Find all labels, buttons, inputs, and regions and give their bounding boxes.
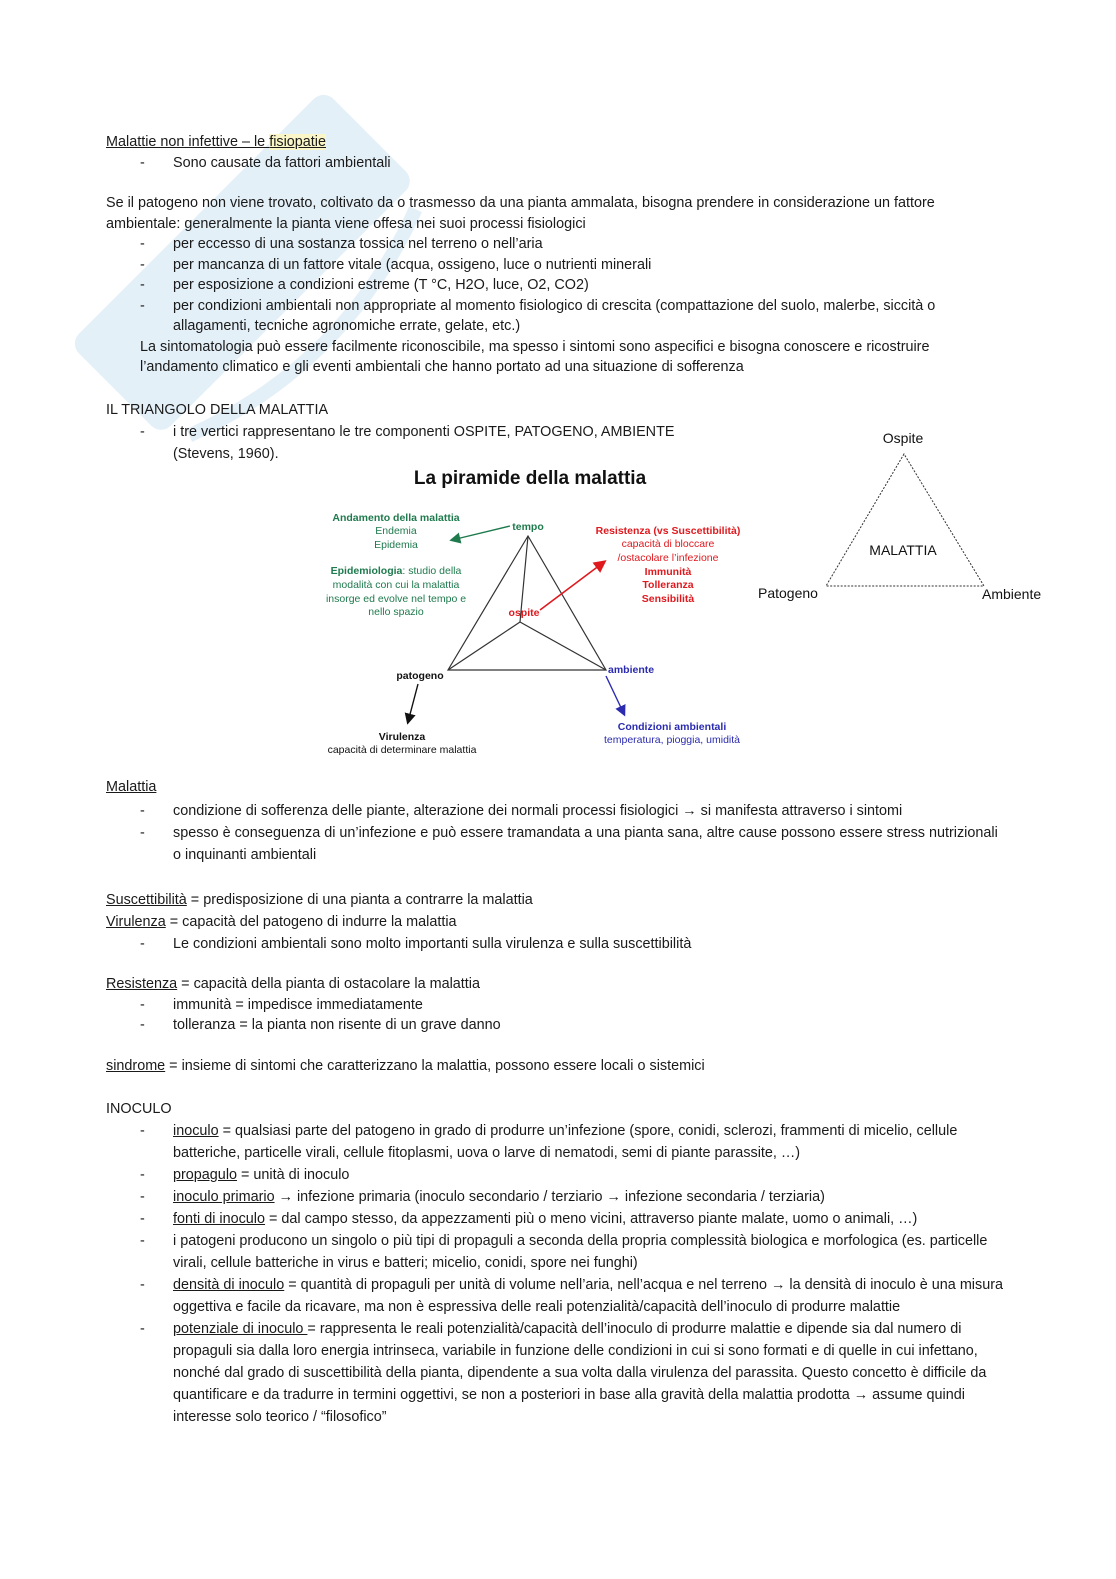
list-item: - inoculo primario → infezione primaria (inoculo secondario / terziario → infezione secondaria / terziaria) (106, 1186, 1006, 1208)
triangle-ospite: Ospite (882, 430, 924, 446)
list-item: - fonti di inoculo = dal campo stesso, da appezzamenti più o meno vicini, attraverso piante malate, uomo o animali, …) (106, 1208, 1006, 1230)
paragraph: Se il patogeno non viene trovato, coltivato da o trasmesso da una pianta ammalata, bisogna prendere in considerazione un fattore ambientale: generalmente la pianta viene offesa nei suoi processi fisiologici (106, 195, 935, 232)
triangle-center: MALATTIA (869, 542, 937, 558)
label-ambiente: ambiente (608, 664, 655, 676)
triangle-shape (826, 454, 984, 586)
triangle-ambiente: Ambiente (982, 586, 1042, 602)
section-fisiopatie (106, 132, 1006, 173)
triangle-patogeno: Patogeno (758, 585, 818, 601)
andamento-block (332, 512, 459, 551)
definition: sindrome = insieme di sintomi che caratterizzano la malattia, possono essere locali o sistemici (106, 1058, 705, 1074)
list-item: - condizione di sofferenza delle piante, alterazione dei normali processi fisiologici → si manifesta attraverso i sintomi (106, 800, 1006, 822)
svg-text:nello spazio: nello spazio (368, 606, 424, 618)
svg-text:Epidemia: Epidemia (374, 539, 418, 551)
pyramid-title: La piramide della malattia (413, 468, 647, 489)
svg-text:Andamento della malattia: Andamento della malattia (332, 512, 460, 524)
list-item: - propagulo = unità di inoculo (106, 1164, 1006, 1186)
section-fattore-ambientale (106, 193, 1006, 378)
definition: Virulenza = capacità del patogeno di indurre la malattia (106, 914, 457, 930)
arrow-patogeno (408, 684, 418, 722)
section-suscettibilita (106, 889, 1006, 955)
svg-text:Virulenza: Virulenza (378, 731, 426, 743)
arrow-tempo (452, 526, 510, 540)
section-title: Malattie non infettive – le fisiopatie (106, 134, 326, 150)
definition: Suscettibilità = predisposizione di una pianta a contrarre la malattia (106, 892, 533, 908)
section-title: Malattia (106, 779, 157, 795)
pyramid-diagram (310, 462, 760, 762)
section-title: IL TRIANGOLO DELLA MALATTIA (106, 402, 329, 418)
svg-text:insorge ed evolve nel tempo e: insorge ed evolve nel tempo e (325, 593, 467, 605)
list-item: - potenziale di inoculo = rappresenta le reali potenzialità/capacità dell’inoculo di produrre malattie e dipende sia dal numero di propaguli sia dalla loro energia intrinseca, variabile in funzione delle condizioni in cui si sono formati e di quelle in cui infettano, nonché dal grado di suscettibilità della pianta, dipendente a sua volta dalla virulenza del parassita. Questo concetto è difficile da quantificare e da tradurre in termini oggettivi, se non a posteriori in base alla gravità della malattia prodotta → assume quindi interesse solo teorico / “filosofico” (106, 1318, 1006, 1428)
list-item: - inoculo = qualsiasi parte del patogeno in grado di produrre un’infezione (spore, conidi, sclerozi, frammenti di micelio, cellule batteriche, particelle virali, cellule fitoplasmi, uova o larve di nematodi, semi di piante parassite, …) (106, 1120, 1006, 1164)
section-title: INOCULO (106, 1101, 172, 1117)
arrow-ambiente (606, 676, 624, 714)
resistenza-block (596, 525, 741, 605)
list-item: - per mancanza di un fattore vitale (acqua, ossigeno, luce o nutrienti minerali (106, 255, 1006, 276)
arrow-ospite (540, 562, 604, 610)
triangle-diagram (752, 424, 1062, 609)
label-ospite: ospite (508, 607, 540, 619)
svg-text:Tolleranza: Tolleranza (642, 579, 694, 591)
list-item: - i tre vertici rappresentano le tre componenti OSPITE, PATOGENO, AMBIENTE (Stevens, 1960). (106, 421, 746, 465)
list-item: - spesso è conseguenza di un’infezione e può essere tramandata a una pianta sana, altre cause possono essere stress nutrizionali o inquinanti ambientali (106, 822, 1006, 866)
list-item: - per eccesso di una sostanza tossica nel terreno o nell’aria (106, 234, 1006, 255)
label-patogeno: patogeno (396, 670, 444, 682)
svg-text:Sensibilità: Sensibilità (641, 593, 695, 605)
svg-text:temperatura, pioggia, umidità: temperatura, pioggia, umidità (604, 734, 740, 746)
section-triangolo (106, 400, 746, 465)
condizioni-block (604, 721, 740, 746)
svg-text:Resistenza (vs Suscettibilità): Resistenza (vs Suscettibilità) (595, 525, 741, 537)
list-item: - Sono causate da fattori ambientali (106, 153, 1006, 174)
section-malattia (106, 776, 1006, 866)
section-sindrome (106, 1056, 1006, 1077)
list-item: - per condizioni ambientali non appropriate al momento fisiologico di crescita (compattazione del suolo, malerbe, siccità o allagamenti, tecniche agronomiche errate, gelate, etc.) (106, 296, 1006, 337)
svg-text:capacità di bloccare: capacità di bloccare (621, 538, 715, 550)
list-item: - Le condizioni ambientali sono molto importanti sulla virulenza e sulla suscettibilità (106, 933, 1006, 955)
svg-text:/ostacolare l’infezione: /ostacolare l’infezione (617, 552, 719, 564)
list-item: - immunità = impedisce immediatamente (106, 995, 1006, 1016)
svg-text:Condizioni ambientali: Condizioni ambientali (617, 721, 727, 733)
svg-text:Epidemiologia: studio della: Epidemiologia: studio della (330, 565, 462, 577)
paragraph: La sintomatologia può essere facilmente riconoscibile, ma spesso i sintomi sono aspecifici e bisogna conoscere e ricostruire l’andamento climatico e gli eventi ambientali che hanno portato ad una situazione di sofferenza (140, 338, 930, 375)
section-resistenza (106, 974, 1006, 1036)
svg-text:Endemia: Endemia (375, 525, 417, 537)
section-inoculo (106, 1098, 1006, 1428)
svg-text:Immunità: Immunità (644, 566, 692, 578)
svg-text:capacità di determinare malatt: capacità di determinare malattia (327, 744, 477, 756)
definition: Resistenza = capacità della pianta di ostacolare la malattia (106, 976, 480, 992)
list-item: - per esposizione a condizioni estreme (T °C, H2O, luce, O2, CO2) (106, 275, 1006, 296)
list-item: - i patogeni producono un singolo o più tipi di propaguli a seconda della propria complessità biologica e morfologica (es. particelle virali, cellule batteriche in virus e batteri; micelio, conidi, spore nei funghi) (106, 1230, 1006, 1274)
pyramid-edges (448, 536, 606, 670)
list-item: - tolleranza = la pianta non risente di un grave danno (106, 1015, 1006, 1036)
epidemiologia-block (326, 565, 466, 618)
list-item: - densità di inoculo = quantità di propaguli per unità di volume nell’aria, nell’acqua e nel terreno → la densità di inoculo è una misura oggettiva e facile da ricavare, ma non è espressiva delle reali potenzialità/capacità dell’inoculo di produrre malattie (106, 1274, 1006, 1318)
label-tempo: tempo (512, 521, 544, 533)
svg-text:modalità con cui la malattia: modalità con cui la malattia (332, 579, 460, 591)
virulenza-block (328, 731, 477, 756)
